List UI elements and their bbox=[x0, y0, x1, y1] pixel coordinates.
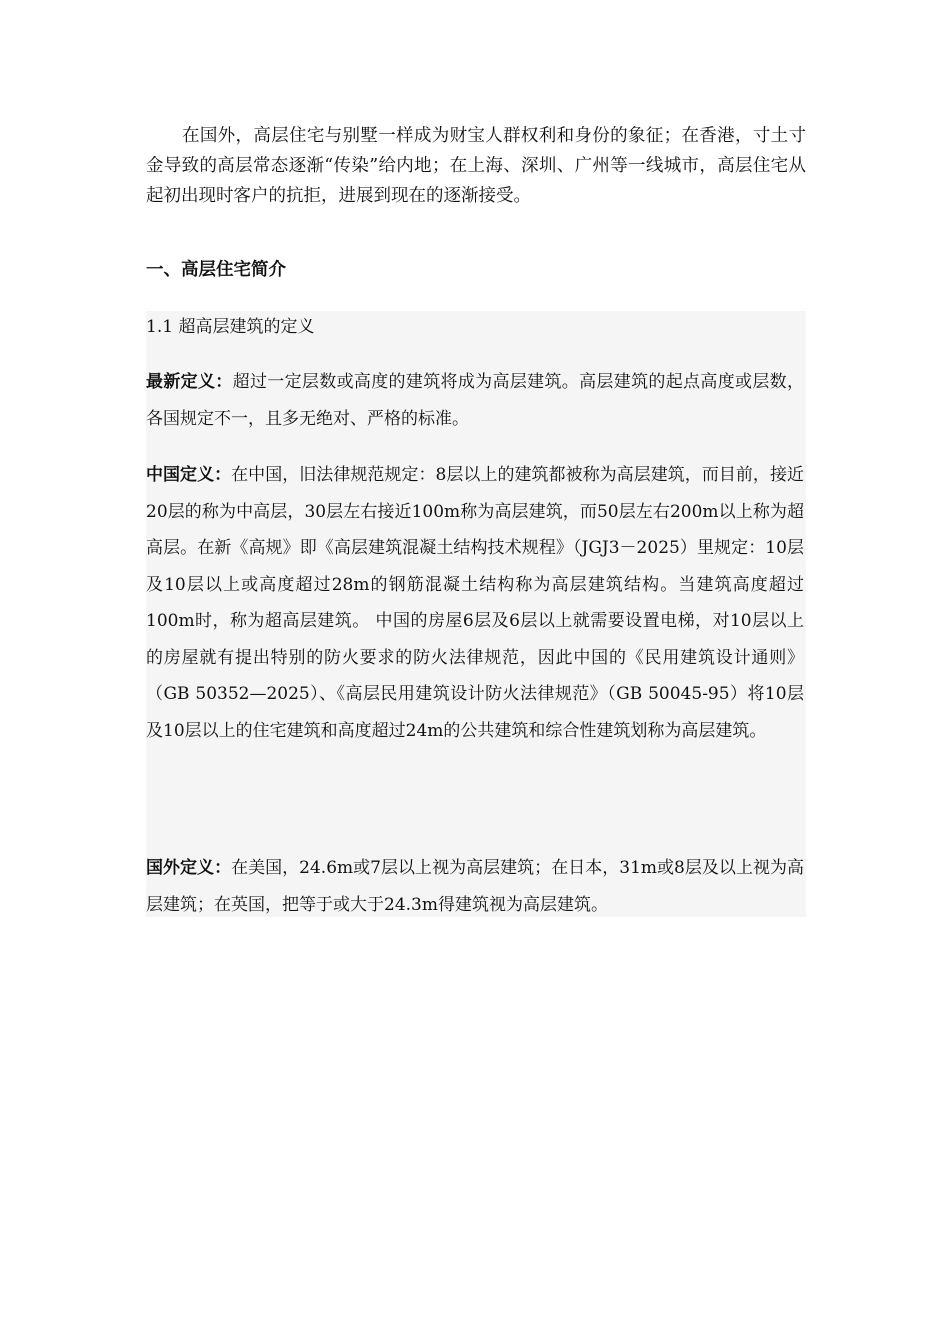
definition-text: 在中国，旧法律规范规定：8层以上的建筑都被称为高层建筑，而目前，接近20层的称为中高层，30层左右接近100m称为高层建筑，而50层左右200m以上称为超高层。在新《高规》即《高层建筑混凝土结构技术规程》（JGJ3－2025）里规定：10层及10层以上或高度超过28m的钢筋混凝土结构称为高层建筑结构。当建筑高度超过100m时，称为超高层建筑。 中国的房屋6层及6层以上就需要设置电梯，对10层以上的房屋就有提出特别的防火要求的防火法律规范，因此中国的《民用建筑设计通则》（GB 50352—2025）、《高层民用建筑设计防火法律规范》（GB 50045-95）将10层及10层以上的住宅建筑和高度超过24m的公共建筑和综合性建筑划称为高层建筑。 bbox=[146, 465, 804, 741]
definition-text: 在美国，24.6m或7层以上视为高层建筑；在日本，31m或8层及以上视为高层建筑；在英国，把等于或大于24.3m得建筑视为高层建筑。 bbox=[146, 858, 804, 915]
definition-lead: 国外定义： bbox=[146, 858, 232, 878]
definition-china bbox=[146, 457, 804, 749]
definition-text: 超过一定层数或高度的建筑将成为高层建筑。高层建筑的起点高度或层数，各国规定不一，且多无绝对、严格的标准。 bbox=[146, 372, 805, 429]
definition-lead: 最新定义： bbox=[146, 372, 233, 392]
intro-paragraph: 在国外，高层住宅与别墅一样成为财宝人群权利和身份的象征；在香港，寸土寸金导致的高层常态逐渐“传染”给内地；在上海、深圳、广州等一线城市，高层住宅从起初出现时客户的抗拒，进展到现在的逐渐接受。 bbox=[146, 126, 806, 206]
section-heading: 一、高层住宅简介 bbox=[146, 260, 286, 280]
definition-foreign bbox=[146, 850, 804, 923]
definition-latest bbox=[146, 364, 804, 437]
subsection-heading: 1.1 超高层建筑的定义 bbox=[146, 317, 315, 337]
definition-lead: 中国定义： bbox=[146, 465, 232, 485]
